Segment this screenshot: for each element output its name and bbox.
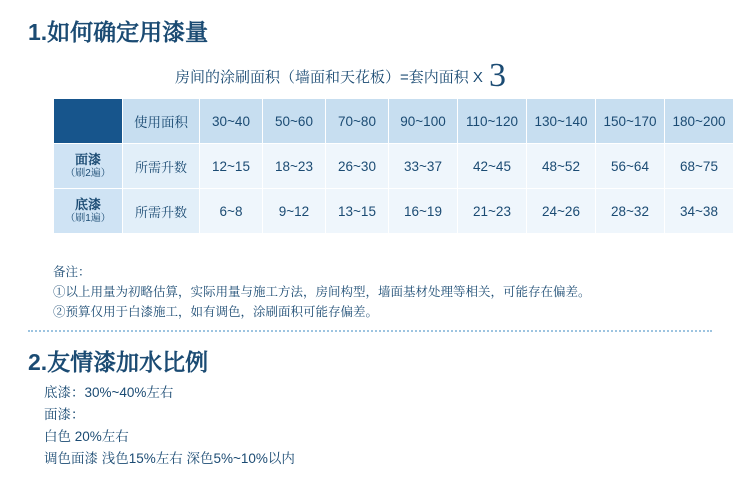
row-label-topcoat: [54, 144, 123, 189]
section-divider: [28, 330, 712, 332]
water-ratio-white: 白色 20%左右: [44, 429, 129, 444]
notes-item-1: ①以上用量为初略估算，实际用量与施工方法，房间构型，墙面基材处理等相关，可能存在偏差。: [53, 285, 591, 299]
cell-primer-4: 21~23: [458, 189, 527, 234]
table-header-area-7: 180~200: [665, 99, 734, 144]
table-header-row: [54, 99, 734, 144]
cell-primer-5: 24~26: [527, 189, 596, 234]
notes-item-2: ②预算仅用于白漆施工，如有调色，涂刷面积可能存偏差。: [53, 305, 379, 319]
section-one-title: 1.如何确定用漆量: [28, 19, 209, 45]
row-label-topcoat-main: 面漆: [74, 151, 101, 167]
cell-topcoat-4: 42~45: [458, 144, 527, 189]
cell-topcoat-1: 18~23: [263, 144, 326, 189]
cell-primer-6: 28~32: [596, 189, 665, 234]
area-formula-multiplier: 3: [488, 57, 506, 94]
water-ratio-primer: 底漆：30%~40%左右: [44, 385, 174, 400]
paint-quantity-table: [53, 98, 734, 234]
table-header-area-5: 130~140: [527, 99, 596, 144]
table-header-area-0: 30~40: [200, 99, 263, 144]
cell-primer-1: 9~12: [263, 189, 326, 234]
cell-topcoat-5: 48~52: [527, 144, 596, 189]
row-label-primer-main: 底漆: [74, 196, 101, 212]
area-formula: [175, 57, 506, 94]
cell-topcoat-6: 56~64: [596, 144, 665, 189]
area-formula-text: 房间的涂刷面积（墙面和天花板）=套内面积 X: [175, 69, 483, 86]
table-header-area-6: 150~170: [596, 99, 665, 144]
cell-primer-7: 34~38: [665, 189, 734, 234]
cell-topcoat-0: 12~15: [200, 144, 263, 189]
row-label-primer: [54, 189, 123, 234]
section-two-title: 2.友情漆加水比例: [28, 349, 209, 375]
table-header-area-3: 90~100: [389, 99, 458, 144]
water-ratio-list: [44, 382, 295, 470]
table-row: [54, 189, 734, 234]
row-unit-primer: 所需升数: [123, 189, 200, 234]
cell-primer-0: 6~8: [200, 189, 263, 234]
table-corner-cell: [54, 99, 123, 144]
row-label-topcoat-sub: （刷2遍）: [65, 167, 111, 179]
cell-topcoat-2: 26~30: [326, 144, 389, 189]
cell-primer-2: 13~15: [326, 189, 389, 234]
cell-topcoat-7: 68~75: [665, 144, 734, 189]
row-label-primer-sub: （刷1遍）: [65, 212, 111, 224]
table-header-usage-area: 使用面积: [123, 99, 200, 144]
cell-topcoat-3: 33~37: [389, 144, 458, 189]
water-ratio-tinted: 调色面漆 浅色15%左右 深色5%~10%以内: [44, 451, 295, 466]
water-ratio-topcoat: 面漆：: [44, 407, 85, 422]
notes-title: 备注：: [53, 265, 91, 279]
cell-primer-3: 16~19: [389, 189, 458, 234]
table-header-area-4: 110~120: [458, 99, 527, 144]
paint-quantity-table-wrapper: [53, 98, 734, 234]
row-unit-topcoat: 所需升数: [123, 144, 200, 189]
table-row: [54, 144, 734, 189]
notes-block: [53, 262, 591, 322]
table-header-area-2: 70~80: [326, 99, 389, 144]
table-header-area-1: 50~60: [263, 99, 326, 144]
